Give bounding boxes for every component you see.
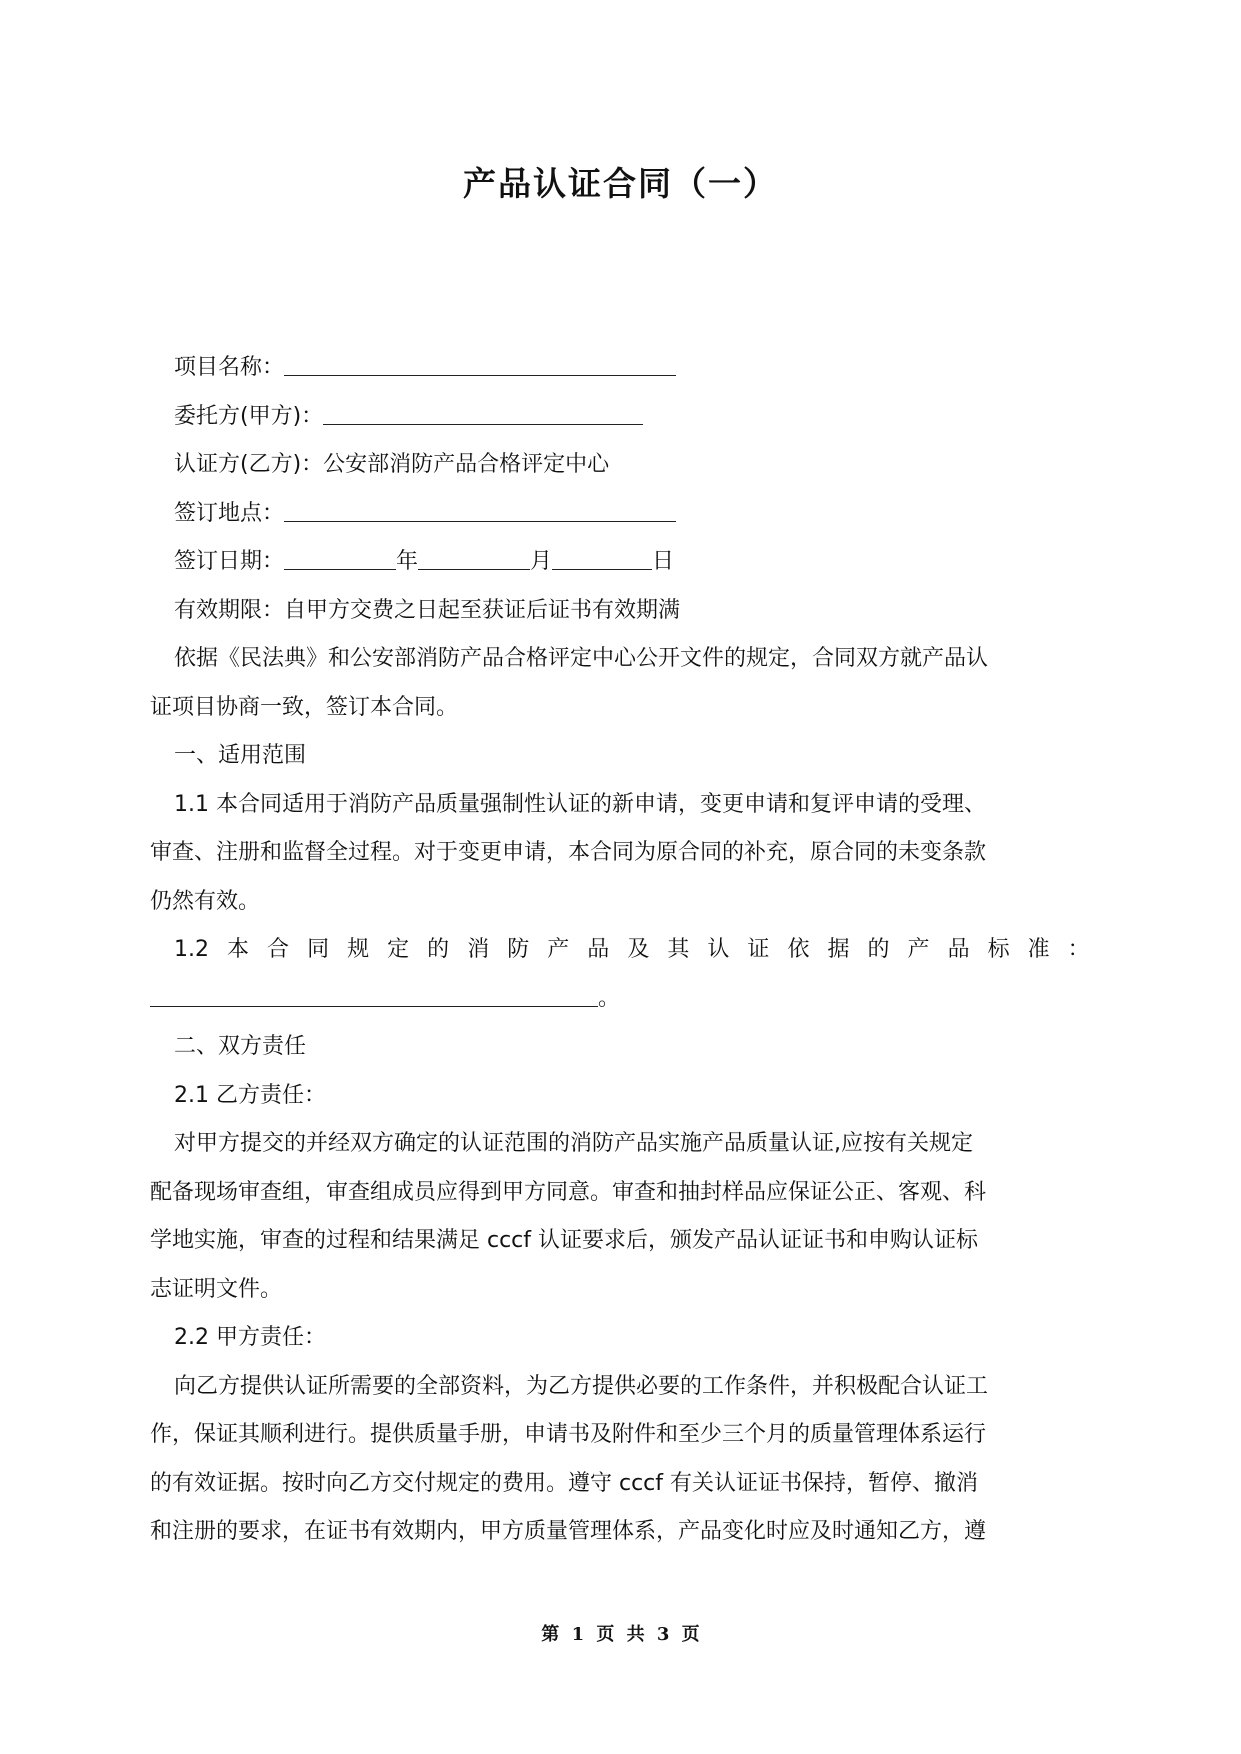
client-blank[interactable] bbox=[323, 402, 643, 425]
clause-line: 作，保证其顺利进行。提供质量手册，申请书及附件和至少三个月的质量管理体系运行 bbox=[150, 1422, 987, 1447]
clause-char: 的 bbox=[427, 937, 450, 962]
sign-place-blank[interactable] bbox=[284, 499, 676, 522]
section-2-heading: 二、双方责任 bbox=[174, 1034, 307, 1059]
clause-line: 志证明文件。 bbox=[150, 1276, 283, 1302]
year-blank[interactable] bbox=[284, 547, 396, 570]
client-row bbox=[150, 393, 1090, 442]
clause-char: 产 bbox=[907, 937, 930, 962]
sign-place-row bbox=[150, 490, 1090, 539]
clause-line: 配备现场审查组，审查组成员应得到甲方同意。审查和抽封样品应保证公正、客观、科 bbox=[150, 1179, 987, 1205]
clause-char: 消 bbox=[467, 937, 490, 962]
sign-date-label: 签订日期： bbox=[174, 549, 285, 574]
clause-char: 的 bbox=[867, 937, 890, 962]
clause-char: 据 bbox=[827, 937, 850, 962]
clause-1-2 bbox=[150, 926, 1090, 975]
clause-char: 同 bbox=[307, 937, 330, 962]
certifier-row bbox=[150, 441, 1090, 490]
clause-char: 证 bbox=[747, 937, 770, 962]
clause-char: 产 bbox=[547, 937, 570, 962]
clause-char: 规 bbox=[347, 937, 370, 962]
clause-char: 依 bbox=[787, 937, 810, 962]
clause-number: 1.2 bbox=[174, 937, 209, 962]
clause-2-1-heading: 2.1 乙方责任： bbox=[174, 1082, 326, 1108]
document-title: 产品认证合同（一） bbox=[463, 164, 778, 203]
day-blank[interactable] bbox=[552, 547, 652, 570]
clause-line: 和注册的要求，在证书有效期内，甲方质量管理体系，产品变化时应及时通知乙方，遵 bbox=[150, 1519, 987, 1544]
standard-end: 。 bbox=[598, 985, 621, 1011]
clause-char: 本 bbox=[227, 937, 250, 962]
clause-line: 的有效证据。按时向乙方交付规定的费用。遵守 cccf 有关认证证书保持，暂停、撤消 bbox=[150, 1470, 979, 1496]
sign-date-row bbox=[150, 538, 1090, 587]
section-1-heading: 一、适用范围 bbox=[174, 743, 307, 768]
standard-row bbox=[150, 975, 1090, 1024]
clause-2-1 bbox=[150, 1120, 1090, 1314]
month-label: 月 bbox=[530, 549, 553, 574]
clause-char: 其 bbox=[667, 937, 690, 962]
clause-line: 1.1 本合同适用于消防产品质量强制性认证的新申请，变更申请和复评申请的受理、 bbox=[174, 791, 986, 817]
month-blank[interactable] bbox=[418, 547, 530, 570]
clause-char: ： bbox=[1067, 937, 1090, 962]
clause-char: 准 bbox=[1027, 937, 1050, 962]
clause-char: 及 bbox=[627, 937, 650, 962]
project-name-row bbox=[150, 344, 1090, 393]
clause-char: 标 bbox=[987, 937, 1010, 962]
clause-line: 仍然有效。 bbox=[150, 888, 261, 914]
page-footer: 第 1 页 共 3 页 bbox=[541, 1624, 700, 1645]
client-label: 委托方(甲方)： bbox=[174, 403, 324, 429]
project-name-label: 项目名称： bbox=[174, 355, 285, 380]
certifier-label: 认证方(乙方)： bbox=[174, 452, 324, 477]
validity-row: 有效期限：自甲方交费之日起至获证后证书有效期满 bbox=[174, 597, 681, 623]
clause-line: 对甲方提交的并经双方确定的认证范围的消防产品实施产品质量认证,应按有关规定 bbox=[174, 1131, 973, 1156]
year-label: 年 bbox=[396, 549, 419, 574]
clause-line: 学地实施，审查的过程和结果满足 cccf 认证要求后，颁发产品认证证书和申购认证标 bbox=[150, 1228, 979, 1253]
project-name-blank[interactable] bbox=[284, 353, 676, 376]
sign-place-label: 签订地点： bbox=[174, 500, 285, 526]
standard-blank[interactable] bbox=[150, 984, 598, 1007]
document-body bbox=[150, 344, 1090, 1557]
clause-char: 定 bbox=[387, 937, 410, 962]
intro-line: 依据《民法典》和公安部消防产品合格评定中心公开文件的规定，合同双方就产品认 bbox=[174, 646, 989, 671]
clause-2-2 bbox=[150, 1363, 1090, 1557]
clause-char: 品 bbox=[947, 937, 970, 962]
clause-line: 向乙方提供认证所需要的全部资料，为乙方提供必要的工作条件，并积极配合认证工 bbox=[174, 1373, 989, 1399]
clause-char: 品 bbox=[587, 937, 610, 962]
clause-1-1 bbox=[150, 781, 1090, 927]
clause-2-2-heading: 2.2 甲方责任： bbox=[174, 1325, 326, 1350]
clause-char: 防 bbox=[507, 937, 530, 962]
clause-char: 认 bbox=[707, 937, 730, 962]
clause-line: 审查、注册和监督全过程。对于变更申请，本合同为原合同的补充，原合同的未变条款 bbox=[150, 840, 987, 865]
intro-paragraph bbox=[150, 635, 1090, 732]
day-label: 日 bbox=[652, 549, 675, 574]
intro-line: 证项目协商一致，签订本合同。 bbox=[150, 694, 459, 720]
certifier-value: 公安部消防产品合格评定中心 bbox=[323, 452, 610, 477]
clause-char: 合 bbox=[267, 937, 290, 962]
